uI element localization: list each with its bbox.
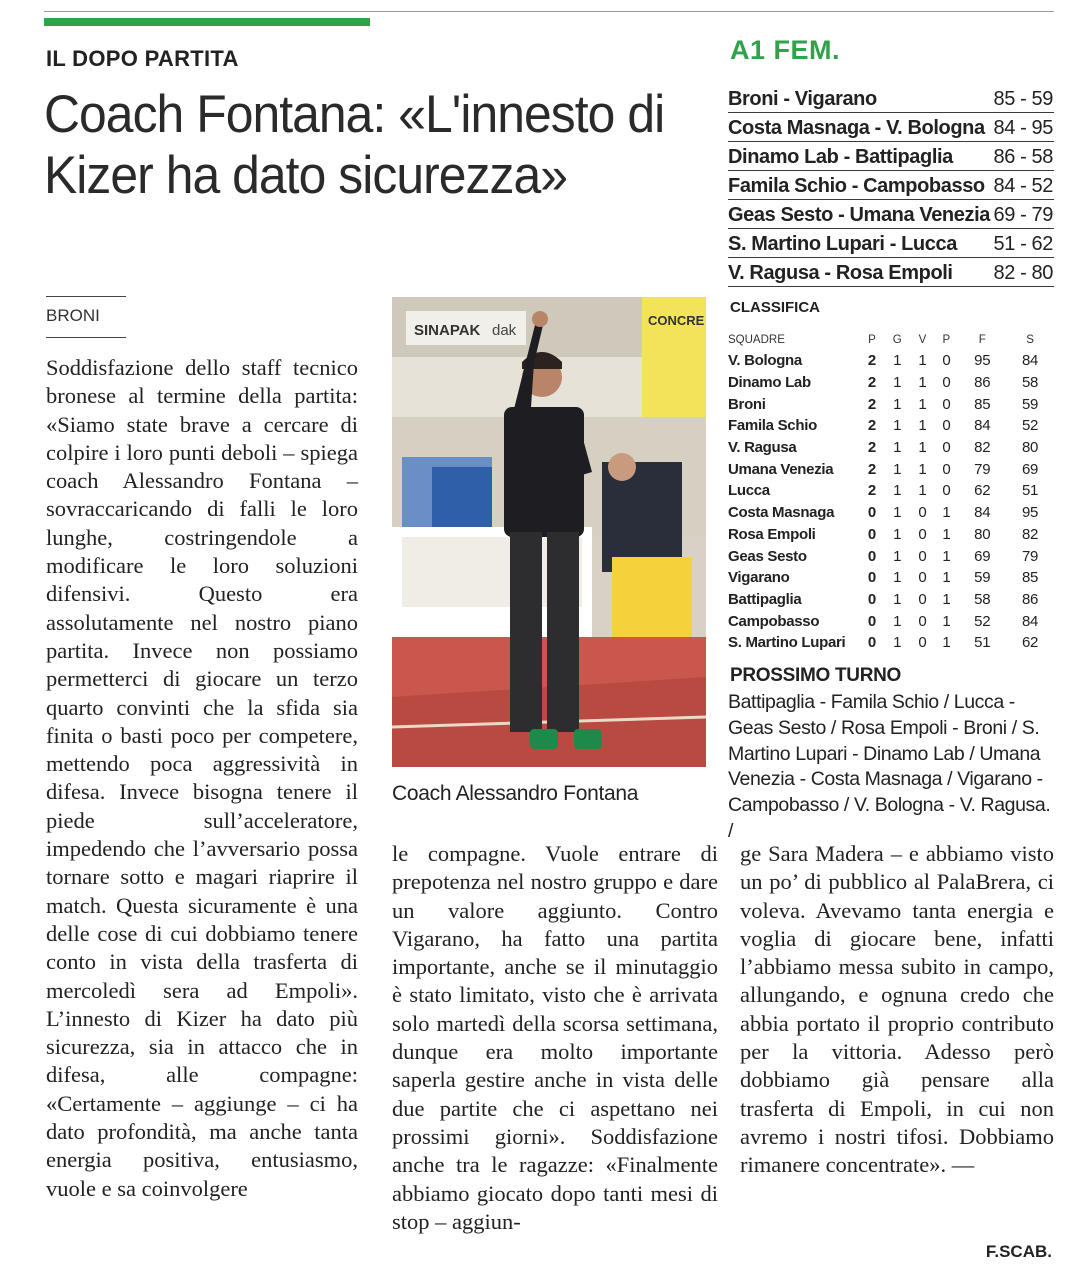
stat-cell: 0 bbox=[867, 504, 876, 522]
stat-cell: 58 bbox=[1022, 374, 1039, 392]
result-row bbox=[728, 258, 1054, 287]
stat-cell: 0 bbox=[942, 482, 951, 500]
standings-row bbox=[728, 393, 1054, 415]
team-name: V. Ragusa bbox=[728, 439, 797, 457]
column-header: P bbox=[942, 334, 951, 346]
stat-cell: 0 bbox=[918, 569, 927, 587]
standings-row bbox=[728, 632, 1054, 654]
standings-row bbox=[728, 545, 1054, 567]
result-score: 82 - 80 bbox=[993, 262, 1053, 284]
stat-cell: 1 bbox=[942, 590, 951, 608]
team-name: Famila Schio bbox=[728, 417, 817, 435]
article-column-1: Soddisfazione dello staff tecnico bronese al termine della partita: «Siamo state brave a cercare di colpire i loro punti deboli – spiega coach Alessandro Fontana – sovraccaricando di falli le loro lunghe, costringendole a modificare le loro soluzioni difensivi. Questo era assolutamente nel nostro piano partita. Invece non possiamo permetterci di giocare un terzo quarto convinti che la sfida sia finita o basti poco per competere, mettendo poca aggressività in difesa. Invece bisogna tenere il piede sull’acceleratore, impedendo che l’avversario possa tornare sotto e magari riaprire il match. Questa sicuramente è una delle cose di cui dobbiamo tenere conto in vista della trasferta di mercoledì sera ad Empoli». L’innesto di Kizer ha dato più sicurezza, sia in attacco che in difesa, alle compagne: «Certamente – aggiunge – ci ha dato profondità, ma anche tanta energia positiva, entusiasmo, vuole e sa coinvolgere bbox=[46, 355, 358, 1201]
stat-cell: 0 bbox=[942, 374, 951, 392]
standings-row bbox=[728, 437, 1054, 459]
result-row bbox=[728, 113, 1054, 142]
team-name: V. Bologna bbox=[728, 352, 802, 370]
coach-photo-illustration bbox=[392, 297, 706, 767]
stat-cell: 2 bbox=[867, 460, 876, 478]
stat-cell: 2 bbox=[867, 439, 876, 457]
stat-cell: 0 bbox=[918, 634, 927, 652]
stat-cell: 84 bbox=[974, 417, 991, 435]
stat-cell: 1 bbox=[893, 569, 902, 587]
team-name: Campobasso bbox=[728, 612, 820, 630]
article-column-3: ge Sara Madera – e abbiamo visto un po’ di pubblico al PalaBrera, ci voleva. Avevamo tanta energia e voglia di giocare bene, infatti l’abbiamo messa subito in campo, allungando, e ognuna credo che abbia portato il proprio contributo per la vittoria. Adesso però dobbiamo già pensare alla trasferta di Empoli, in cui non avremo i nostri tifosi. Dobbiamo rimanere concentrate». — bbox=[740, 841, 1054, 1178]
result-match: S. Martino Lupari - Lucca bbox=[728, 233, 957, 255]
stat-cell: 86 bbox=[1022, 590, 1039, 608]
stat-cell: 95 bbox=[974, 352, 991, 370]
team-name: Rosa Empoli bbox=[728, 525, 816, 543]
photo-caption: Coach Alessandro Fontana bbox=[392, 782, 639, 805]
stat-cell: 84 bbox=[1022, 612, 1039, 630]
stat-cell: 1 bbox=[942, 569, 951, 587]
photo-sign-2: dak bbox=[492, 322, 517, 339]
stat-cell: 52 bbox=[1022, 417, 1039, 435]
standings-row bbox=[728, 415, 1054, 437]
stat-cell: 1 bbox=[893, 612, 902, 630]
team-name: Dinamo Lab bbox=[728, 374, 811, 392]
result-score: 85 - 59 bbox=[993, 88, 1053, 110]
team-name: Costa Masnaga bbox=[728, 504, 835, 522]
team-name: Geas Sesto bbox=[728, 547, 807, 565]
author-signature: F.SCAB. bbox=[985, 1242, 1052, 1261]
next-round-title: PROSSIMO TURNO bbox=[730, 665, 902, 686]
stat-cell: 0 bbox=[867, 590, 876, 608]
standings-row bbox=[728, 567, 1054, 589]
stat-cell: 62 bbox=[974, 482, 991, 500]
result-match: Costa Masnaga - V. Bologna bbox=[728, 117, 985, 139]
stat-cell: 1 bbox=[918, 439, 927, 457]
team-name: Vigarano bbox=[728, 569, 790, 587]
stat-cell: 0 bbox=[867, 634, 876, 652]
stat-cell: 69 bbox=[1022, 460, 1039, 478]
team-name: S. Martino Lupari bbox=[728, 634, 846, 652]
stat-cell: 0 bbox=[918, 547, 927, 565]
sidebar-title: A1 FEM. bbox=[730, 35, 841, 65]
column-header: S bbox=[1026, 334, 1034, 346]
stat-cell: 84 bbox=[1022, 352, 1039, 370]
result-score: 86 - 58 bbox=[993, 146, 1053, 168]
stat-cell: 1 bbox=[918, 374, 927, 392]
column-header: G bbox=[892, 334, 902, 346]
stat-cell: 1 bbox=[893, 482, 902, 500]
stat-cell: 82 bbox=[974, 439, 991, 457]
stat-cell: 1 bbox=[893, 634, 902, 652]
stat-cell: 1 bbox=[893, 374, 902, 392]
stat-cell: 1 bbox=[893, 439, 902, 457]
stat-cell: 79 bbox=[974, 460, 991, 478]
stat-cell: 1 bbox=[918, 352, 927, 370]
standings-row bbox=[728, 350, 1054, 372]
stat-cell: 1 bbox=[893, 395, 902, 413]
stat-cell: 2 bbox=[867, 395, 876, 413]
stat-cell: 0 bbox=[942, 460, 951, 478]
stat-cell: 2 bbox=[867, 374, 876, 392]
top-rule bbox=[44, 11, 1054, 12]
team-name: Lucca bbox=[728, 482, 770, 500]
stat-cell: 1 bbox=[942, 612, 951, 630]
stat-cell: 69 bbox=[974, 547, 991, 565]
stat-cell: 1 bbox=[893, 352, 902, 370]
standings-title: CLASSIFICA bbox=[730, 299, 820, 316]
stat-cell: 0 bbox=[918, 525, 927, 543]
stat-cell: 0 bbox=[942, 352, 951, 370]
column-header: SQUADRE bbox=[728, 334, 785, 346]
stat-cell: 0 bbox=[867, 612, 876, 630]
result-row bbox=[728, 229, 1054, 258]
stat-cell: 0 bbox=[867, 569, 876, 587]
stat-cell: 52 bbox=[974, 612, 991, 630]
stat-cell: 1 bbox=[942, 504, 951, 522]
stat-cell: 0 bbox=[942, 395, 951, 413]
result-row bbox=[728, 200, 1054, 229]
stat-cell: 1 bbox=[893, 525, 902, 543]
stat-cell: 0 bbox=[918, 590, 927, 608]
standings-table bbox=[728, 330, 1054, 654]
coach-photo bbox=[392, 297, 706, 767]
stat-cell: 0 bbox=[918, 612, 927, 630]
stat-cell: 80 bbox=[1022, 439, 1039, 457]
result-match: Broni - Vigarano bbox=[728, 88, 877, 110]
stat-cell: 1 bbox=[893, 460, 902, 478]
standings-row bbox=[728, 372, 1054, 394]
stat-cell: 0 bbox=[942, 439, 951, 457]
article-column-2: le compagne. Vuole entrare di prepotenza nel nostro gruppo e dare un valore aggiunto. Contro Vigarano, ha fatto una partita importante, anche se il minutaggio è stato limitato, visto che è arrivata solo martedì della scorsa settimana, dunque era molto importante saperla gestire anche in vista delle due partite che ci aspettano nei prossimi giorni». Soddisfazione anche tra le ragazze: «Finalmente abbiamo giocato dopo tanti mesi di stop – aggiun- bbox=[392, 841, 718, 1234]
stat-cell: 1 bbox=[942, 525, 951, 543]
stat-cell: 1 bbox=[942, 547, 951, 565]
standings-row bbox=[728, 589, 1054, 611]
stat-cell: 51 bbox=[974, 634, 991, 652]
stat-cell: 0 bbox=[918, 504, 927, 522]
team-name: Battipaglia bbox=[728, 590, 802, 608]
result-match: Famila Schio - Campobasso bbox=[728, 175, 985, 197]
team-name: Broni bbox=[728, 395, 766, 413]
stat-cell: 86 bbox=[974, 374, 991, 392]
stat-cell: 1 bbox=[918, 395, 927, 413]
results-list bbox=[728, 84, 1054, 287]
standings-row bbox=[728, 458, 1054, 480]
stat-cell: 0 bbox=[867, 525, 876, 543]
stat-cell: 0 bbox=[942, 417, 951, 435]
standings-row bbox=[728, 524, 1054, 546]
stat-cell: 1 bbox=[918, 417, 927, 435]
result-row bbox=[728, 171, 1054, 200]
stat-cell: 84 bbox=[974, 504, 991, 522]
result-match: Dinamo Lab - Battipaglia bbox=[728, 146, 953, 168]
stat-cell: 1 bbox=[918, 482, 927, 500]
standings-header-row bbox=[728, 330, 1054, 350]
stat-cell: 1 bbox=[893, 504, 902, 522]
result-match: V. Ragusa - Rosa Empoli bbox=[728, 262, 953, 284]
standings-row bbox=[728, 480, 1054, 502]
stat-cell: 59 bbox=[1022, 395, 1039, 413]
stat-cell: 2 bbox=[867, 482, 876, 500]
column-header: F bbox=[978, 334, 986, 346]
section-accent-bar bbox=[44, 18, 370, 26]
stat-cell: 62 bbox=[1022, 634, 1039, 652]
stat-cell: 1 bbox=[918, 460, 927, 478]
stat-cell: 1 bbox=[942, 634, 951, 652]
stat-cell: 1 bbox=[893, 417, 902, 435]
result-score: 51 - 62 bbox=[993, 233, 1053, 255]
photo-sign-1: SINAPAK bbox=[414, 322, 481, 339]
article-headline: Coach Fontana: «L'innesto di Kizer ha dato sicurezza» bbox=[44, 85, 665, 205]
stat-cell: 1 bbox=[893, 590, 902, 608]
result-score: 84 - 95 bbox=[993, 117, 1053, 139]
stat-cell: 95 bbox=[1022, 504, 1039, 522]
standings-row bbox=[728, 610, 1054, 632]
result-match: Geas Sesto - Umana Venezia bbox=[728, 204, 990, 226]
photo-sign-3: CONCRE bbox=[648, 313, 705, 328]
article-kicker: IL DOPO PARTITA bbox=[46, 46, 239, 71]
stat-cell: 2 bbox=[867, 417, 876, 435]
dateline-rule bbox=[46, 337, 126, 338]
stat-cell: 85 bbox=[1022, 569, 1039, 587]
stat-cell: 80 bbox=[974, 525, 991, 543]
result-row bbox=[728, 84, 1054, 113]
stat-cell: 58 bbox=[974, 590, 991, 608]
stat-cell: 51 bbox=[1022, 482, 1039, 500]
stat-cell: 0 bbox=[867, 547, 876, 565]
result-score: 84 - 52 bbox=[993, 175, 1053, 197]
dateline: BRONI bbox=[46, 306, 100, 325]
stat-cell: 1 bbox=[893, 547, 902, 565]
stat-cell: 79 bbox=[1022, 547, 1039, 565]
team-name: Umana Venezia bbox=[728, 460, 834, 478]
dateline-rule bbox=[46, 296, 126, 297]
result-score: 69 - 79 bbox=[993, 204, 1053, 226]
next-round-fixtures: Battipaglia - Famila Schio / Lucca - Geas Sesto / Rosa Empoli - Broni / S. Martino Lupari - Dinamo Lab / Umana Venezia - Costa Masnaga / Vigarano - Campobasso / V. Bologna - V. Ragusa. / bbox=[728, 691, 1051, 842]
stat-cell: 59 bbox=[974, 569, 991, 587]
stat-cell: 82 bbox=[1022, 525, 1039, 543]
column-header: V bbox=[918, 334, 927, 346]
column-header: P bbox=[868, 334, 876, 346]
standings-row bbox=[728, 502, 1054, 524]
stat-cell: 85 bbox=[974, 395, 991, 413]
result-row bbox=[728, 142, 1054, 171]
stat-cell: 2 bbox=[867, 352, 876, 370]
